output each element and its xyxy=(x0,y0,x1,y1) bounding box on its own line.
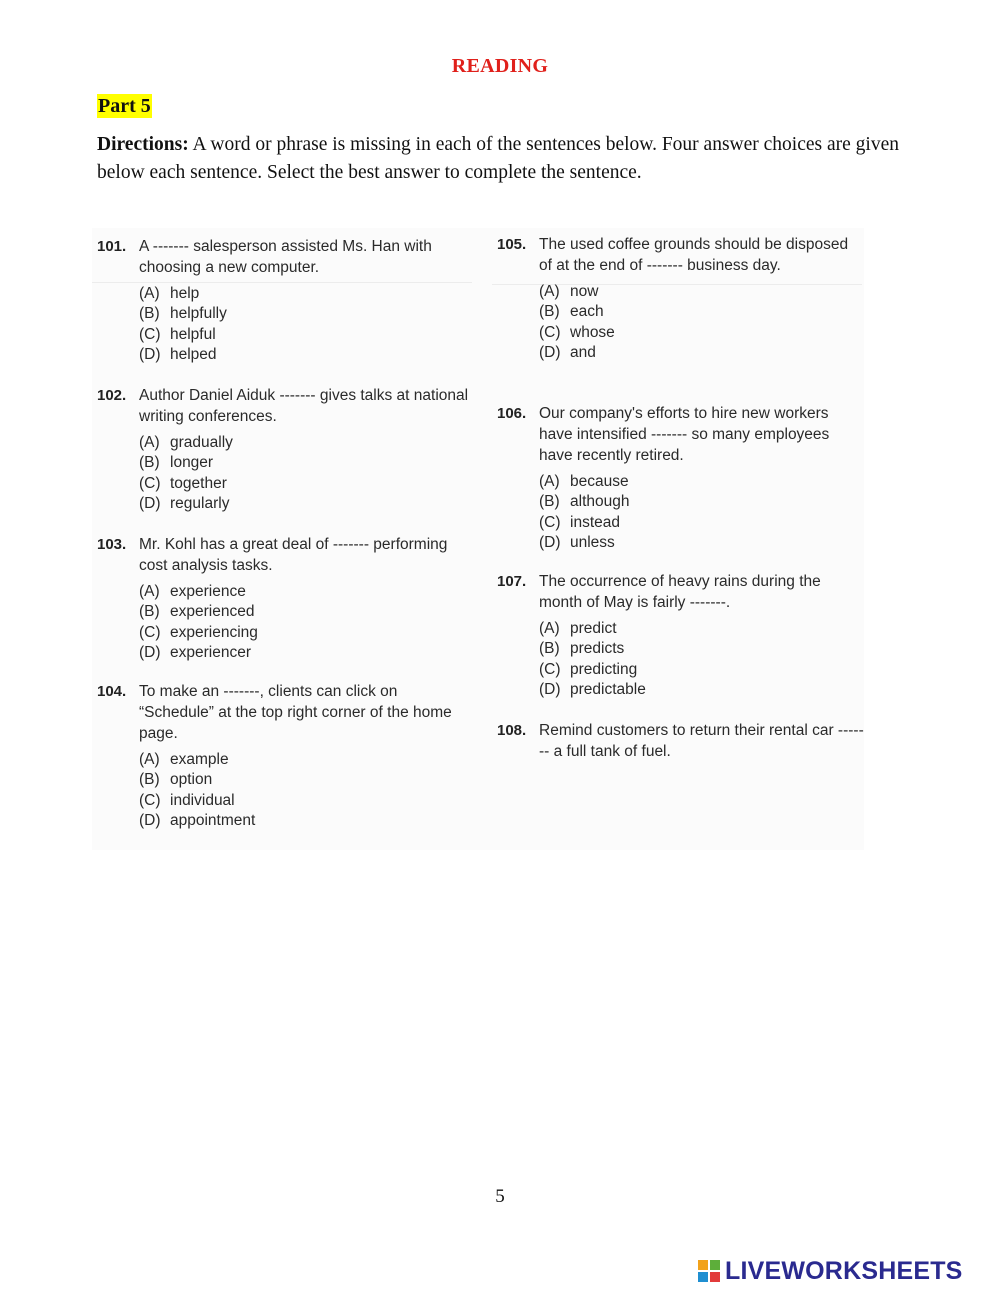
question-number: 102. xyxy=(97,387,127,404)
question-108 xyxy=(492,720,864,762)
question-number: 101. xyxy=(97,238,127,255)
answer-option: (B) helpfully xyxy=(139,305,227,323)
question-number: 104. xyxy=(97,683,127,700)
question-107 xyxy=(492,571,864,700)
answer-option: (B) longer xyxy=(139,454,214,472)
answer-option: (D) predictable xyxy=(539,680,646,698)
directions xyxy=(97,131,907,187)
answer-option: (A) predict xyxy=(539,620,617,637)
question-text: The used coffee grounds should be disposed of at the end of ------- business day. xyxy=(539,236,849,274)
answer-option: (A) gradually xyxy=(139,434,233,451)
question-104 xyxy=(92,681,472,831)
answer-option: (C) predicting xyxy=(539,660,638,678)
question-102 xyxy=(92,385,472,514)
section-heading: READING xyxy=(451,55,549,77)
answer-option: (D) experiencer xyxy=(139,643,251,661)
answer-option: (D) appointment xyxy=(139,811,256,829)
page-number: 5 xyxy=(495,1186,505,1207)
answer-option: (D) regularly xyxy=(139,494,230,512)
answer-option: (A) because xyxy=(539,473,629,490)
liveworksheets-logo-icon xyxy=(697,1259,721,1283)
liveworksheets-brand xyxy=(697,1256,963,1286)
question-text: Remind customers to return their rental car ------- a full tank of fuel. xyxy=(539,722,864,760)
answer-option: (C) experiencing xyxy=(139,623,258,641)
question-103 xyxy=(92,534,472,663)
answer-option: (D) and xyxy=(539,343,596,361)
answer-option: (D) unless xyxy=(539,533,615,551)
question-number: 107. xyxy=(497,573,527,590)
answer-option: (B) although xyxy=(539,493,630,511)
question-number: 103. xyxy=(97,536,127,553)
questions-scan xyxy=(92,228,864,850)
question-number: 106. xyxy=(497,405,527,422)
answer-option: (B) experienced xyxy=(139,603,255,621)
question-text: The occurrence of heavy rains during the month of May is fairly -------. xyxy=(539,573,821,611)
question-text: Our company's efforts to hire new workers have intensified ------- so many employees have recently retired. xyxy=(539,405,830,464)
question-text: A ------- salesperson assisted Ms. Han with choosing a new computer. xyxy=(139,238,432,276)
answer-option: (C) helpful xyxy=(139,325,216,343)
question-text: To make an -------, clients can click on “Schedule” at the top right corner of the home page. xyxy=(139,683,452,742)
question-105 xyxy=(492,234,864,363)
part-label: Part 5 xyxy=(98,95,151,117)
question-101 xyxy=(92,236,472,365)
directions-text: A word or phrase is missing in each of the sentences below. Four answer choices are given below each sentence. Select the best answer to complete the sentence. xyxy=(97,134,899,183)
answer-option: (A) help xyxy=(139,285,200,302)
answer-option: (A) now xyxy=(539,283,599,300)
directions-label: Directions: xyxy=(97,134,189,155)
question-106 xyxy=(492,403,864,553)
brand-name: LIVEWORKSHEETS xyxy=(725,1256,963,1285)
answer-option: (C) instead xyxy=(539,513,620,531)
answer-option: (C) together xyxy=(139,474,227,492)
answer-option: (A) example xyxy=(139,751,229,768)
answer-option: (B) option xyxy=(139,771,213,789)
answer-option: (A) experience xyxy=(139,583,246,600)
answer-option: (B) predicts xyxy=(539,640,625,658)
answer-option: (B) each xyxy=(539,303,604,321)
question-text: Mr. Kohl has a great deal of ------- performing cost analysis tasks. xyxy=(139,536,448,574)
answer-option: (D) helped xyxy=(139,345,217,363)
answer-option: (C) whose xyxy=(539,323,615,341)
question-text: Author Daniel Aiduk ------- gives talks at national writing conferences. xyxy=(139,387,469,425)
answer-option: (C) individual xyxy=(139,791,235,809)
question-number: 108. xyxy=(497,722,527,739)
question-number: 105. xyxy=(497,236,527,253)
